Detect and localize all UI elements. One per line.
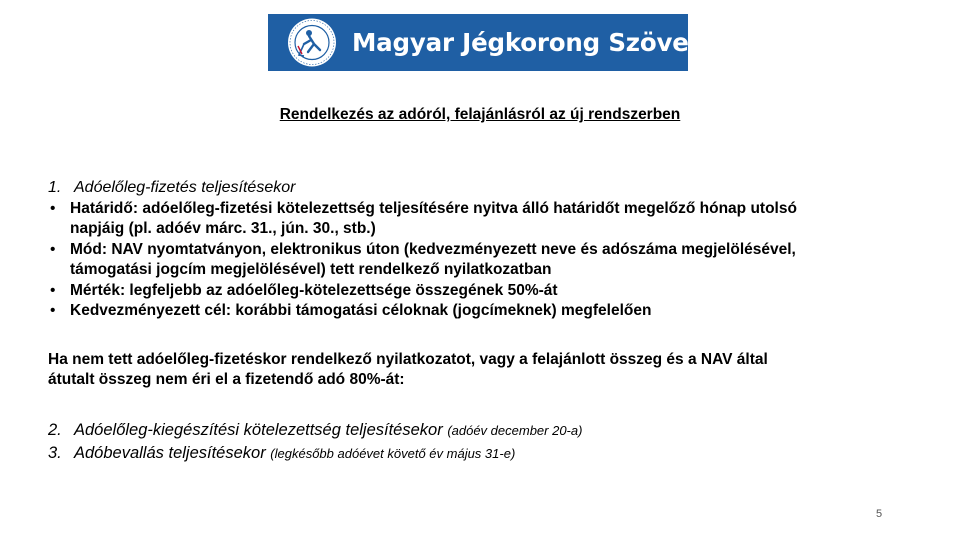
section-note: (adóév december 20-a) — [447, 422, 583, 438]
bullet-list — [48, 199, 928, 322]
section-3-heading — [48, 442, 928, 465]
section-number: 1. — [48, 179, 62, 196]
section-number: 2. — [48, 420, 62, 439]
bullet-text-line: napjáig (pl. adóév márc. 31., jún. 30., stb.) — [70, 220, 376, 237]
federation-logo-banner — [268, 14, 749, 71]
logo-text: Magyar Jégkorong Szövetség — [352, 28, 749, 57]
bullet-text-line: Mód: NAV nyomtatványon, elektronikus úton (kedvezményezett neve és adószáma megjelölésével, — [70, 240, 796, 258]
bullet-item — [48, 199, 928, 240]
section-heading-text: Adóelőleg-fizetés teljesítésekor — [74, 179, 296, 196]
page-number: 5 — [876, 508, 883, 520]
bullet-text-line: Határidő: adóelőleg-fizetési kötelezettség teljesítésére nyitva álló határidőt megelőző hónap utolsó — [70, 199, 797, 217]
slide-title: Rendelkezés az adóról, felajánlásról az új rendszerben — [279, 106, 681, 123]
bullet-item — [48, 301, 928, 322]
numbered-list — [48, 419, 928, 465]
section-heading-text: Adóbevallás teljesítésekor — [74, 443, 266, 462]
section-note: (legkésőbb adóévet követő év május 31-e) — [270, 445, 516, 461]
section-1-heading — [48, 178, 928, 199]
section-heading-text: Adóelőleg-kiegészítési kötelezettség teljesítésekor — [74, 420, 443, 439]
paragraph-line: átutalt összeg nem éri el a fizetendő adó 80%-át: — [48, 371, 405, 388]
section-number: 3. — [48, 443, 62, 462]
slide-content — [48, 178, 928, 465]
hockey-player-emblem-icon — [268, 14, 352, 71]
bullet-text-line: Kedvezményezett cél: korábbi támogatási céloknak (jogcímeknek) megfelelően — [70, 302, 652, 319]
bullet-text-line: támogatási jogcím megjelölésével) tett rendelkező nyilatkozatban — [70, 261, 552, 278]
paragraph-line: Ha nem tett adóelőleg-fizetéskor rendelkező nyilatkozatot, vagy a felajánlott összeg és a NAV által — [48, 350, 768, 368]
bullet-item — [48, 240, 928, 281]
section-2-heading — [48, 419, 928, 442]
bullet-text-line: Mérték: legfeljebb az adóelőleg-kötelezettsége összegének 50%-át — [70, 281, 558, 299]
condition-paragraph — [48, 350, 928, 391]
bullet-item — [48, 281, 928, 302]
